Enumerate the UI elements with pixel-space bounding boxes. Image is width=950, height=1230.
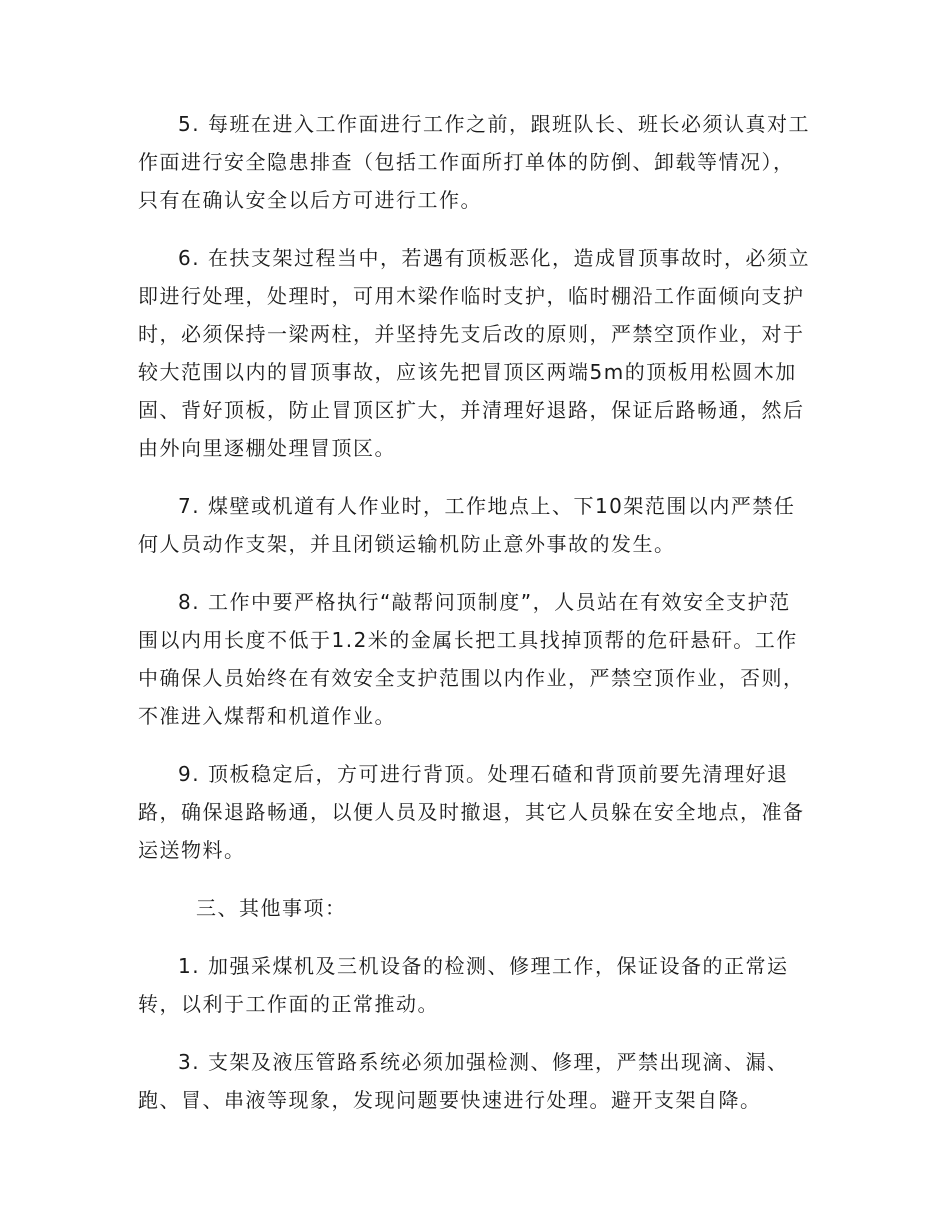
- paragraph-item-3: 3. 支架及液压管路系统必须加强检测、修理，严禁出现滴、漏、跑、冒、串液等现象，发现问题要快速进行处理。避开支架自降。: [138, 1050, 789, 1112]
- paragraph-item-7: 7. 煤壁或机道有人作业时，工作地点上、下10架范围以内严禁任何人员动作支架，并且闭锁运输机防止意外事故的发生。: [138, 494, 796, 556]
- paragraph-item-8: 8. 工作中要严格执行“敲帮问顶制度”，人员站在有效安全支护范围以内用长度不低于1.2米的金属长把工具找掉顶帮的危矸悬矸。工作中确保人员始终在有效安全支护范围以内作业，严禁空顶作业，否则，不准进入煤帮和机道作业。: [138, 590, 805, 728]
- paragraph-item-6: 6. 在扶支架过程当中，若遇有顶板恶化，造成冒顶事故时，必须立即进行处理，处理时，可用木梁作临时支护，临时棚沿工作面倾向支护时，必须保持一梁两柱，并坚持先支后改的原则，严禁空顶作业，对于较大范围以内的冒顶事故，应该先把冒顶区两端5m的顶板用松圆木加固、背好顶板，防止冒顶区扩大，并清理好退路，保证后路畅通，然后由外向里逐棚处理冒顶区。: [138, 246, 810, 460]
- paragraph-item-1: 1. 加强采煤机及三机设备的检测、修理工作，保证设备的正常运转，以利于工作面的正常推动。: [138, 954, 789, 1016]
- paragraph-item-9: 9. 顶板稳定后，方可进行背顶。处理石碴和背顶前要先清理好退路，确保退路畅通，以便人员及时撤退，其它人员躲在安全地点，准备运送物料。: [138, 762, 805, 862]
- paragraph-item-5: 5. 每班在进入工作面进行工作之前，跟班队长、班长必须认真对工作面进行安全隐患排查（包括工作面所打单体的防倒、卸载等情况），只有在确认安全以后方可进行工作。: [138, 112, 810, 212]
- document-body: [138, 105, 810, 1119]
- section-heading-other-matters: 三、其他事项：: [196, 896, 347, 920]
